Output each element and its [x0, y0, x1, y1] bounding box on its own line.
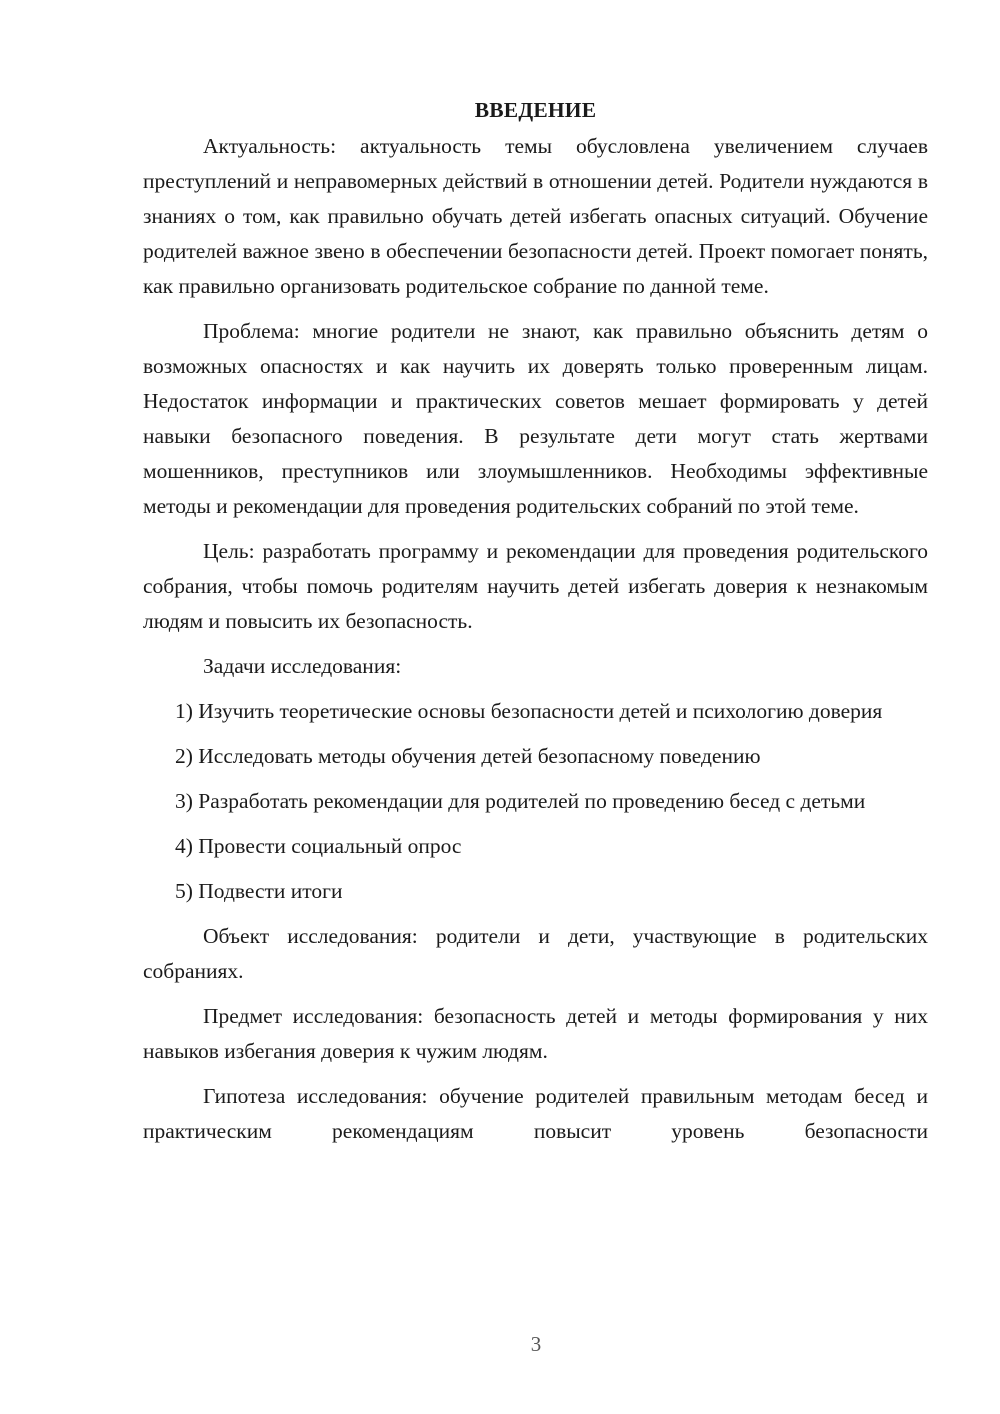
task-item-1: 1) Изучить теоретические основы безопасности детей и психологию доверия — [175, 699, 883, 723]
page-number: 3 — [530, 1332, 542, 1356]
paragraph-relevance: Актуальность: актуальность темы обусловлена увеличением случаев преступлений и неправомерных действий в отношении детей. Родители нуждаются в знаниях о том, как правильно обучать детей избегать опасных ситуаций. Обучение родителей важное звено в обеспечении безопасности детей. Проект помогает понять, как правильно организовать родительское собрание по данной теме. — [143, 134, 928, 298]
page-content — [143, 93, 928, 1159]
tasks-heading: Задачи исследования: — [203, 654, 402, 678]
paragraph-problem: Проблема: многие родители не знают, как правильно объяснить детям о возможных опасностях и как научить их доверять только проверенным лицам. Недостаток информации и практических советов мешает формировать у детей навыки безопасного поведения. В результате дети могут стать жертвами мошенников, преступников или злоумышленников. Необходимы эффективные методы и рекомендации для проведения родительских собраний по этой теме. — [143, 319, 928, 518]
task-item-2: 2) Исследовать методы обучения детей безопасному поведению — [175, 744, 761, 768]
section-title: ВВЕДЕНИЕ — [474, 98, 597, 122]
paragraph-subject: Предмет исследования: безопасность детей и методы формирования у них навыков избегания доверия к чужим людям. — [143, 1004, 928, 1063]
paragraph-object: Объект исследования: родители и дети, участвующие в родительских собраниях. — [143, 924, 928, 983]
task-item-3: 3) Разработать рекомендации для родителей по проведению бесед с детьми — [175, 789, 866, 813]
task-item-4: 4) Провести социальный опрос — [175, 834, 462, 858]
task-item-5: 5) Подвести итоги — [175, 879, 343, 903]
paragraph-goal: Цель: разработать программу и рекомендации для проведения родительского собрания, чтобы помочь родителям научить детей избегать доверия к незнакомым людям и повысить их безопасность. — [143, 539, 928, 633]
paragraph-hypothesis: Гипотеза исследования: обучение родителей правильным методам бесед и практическим рекомендациям повысит уровень безопасности — [143, 1084, 928, 1143]
